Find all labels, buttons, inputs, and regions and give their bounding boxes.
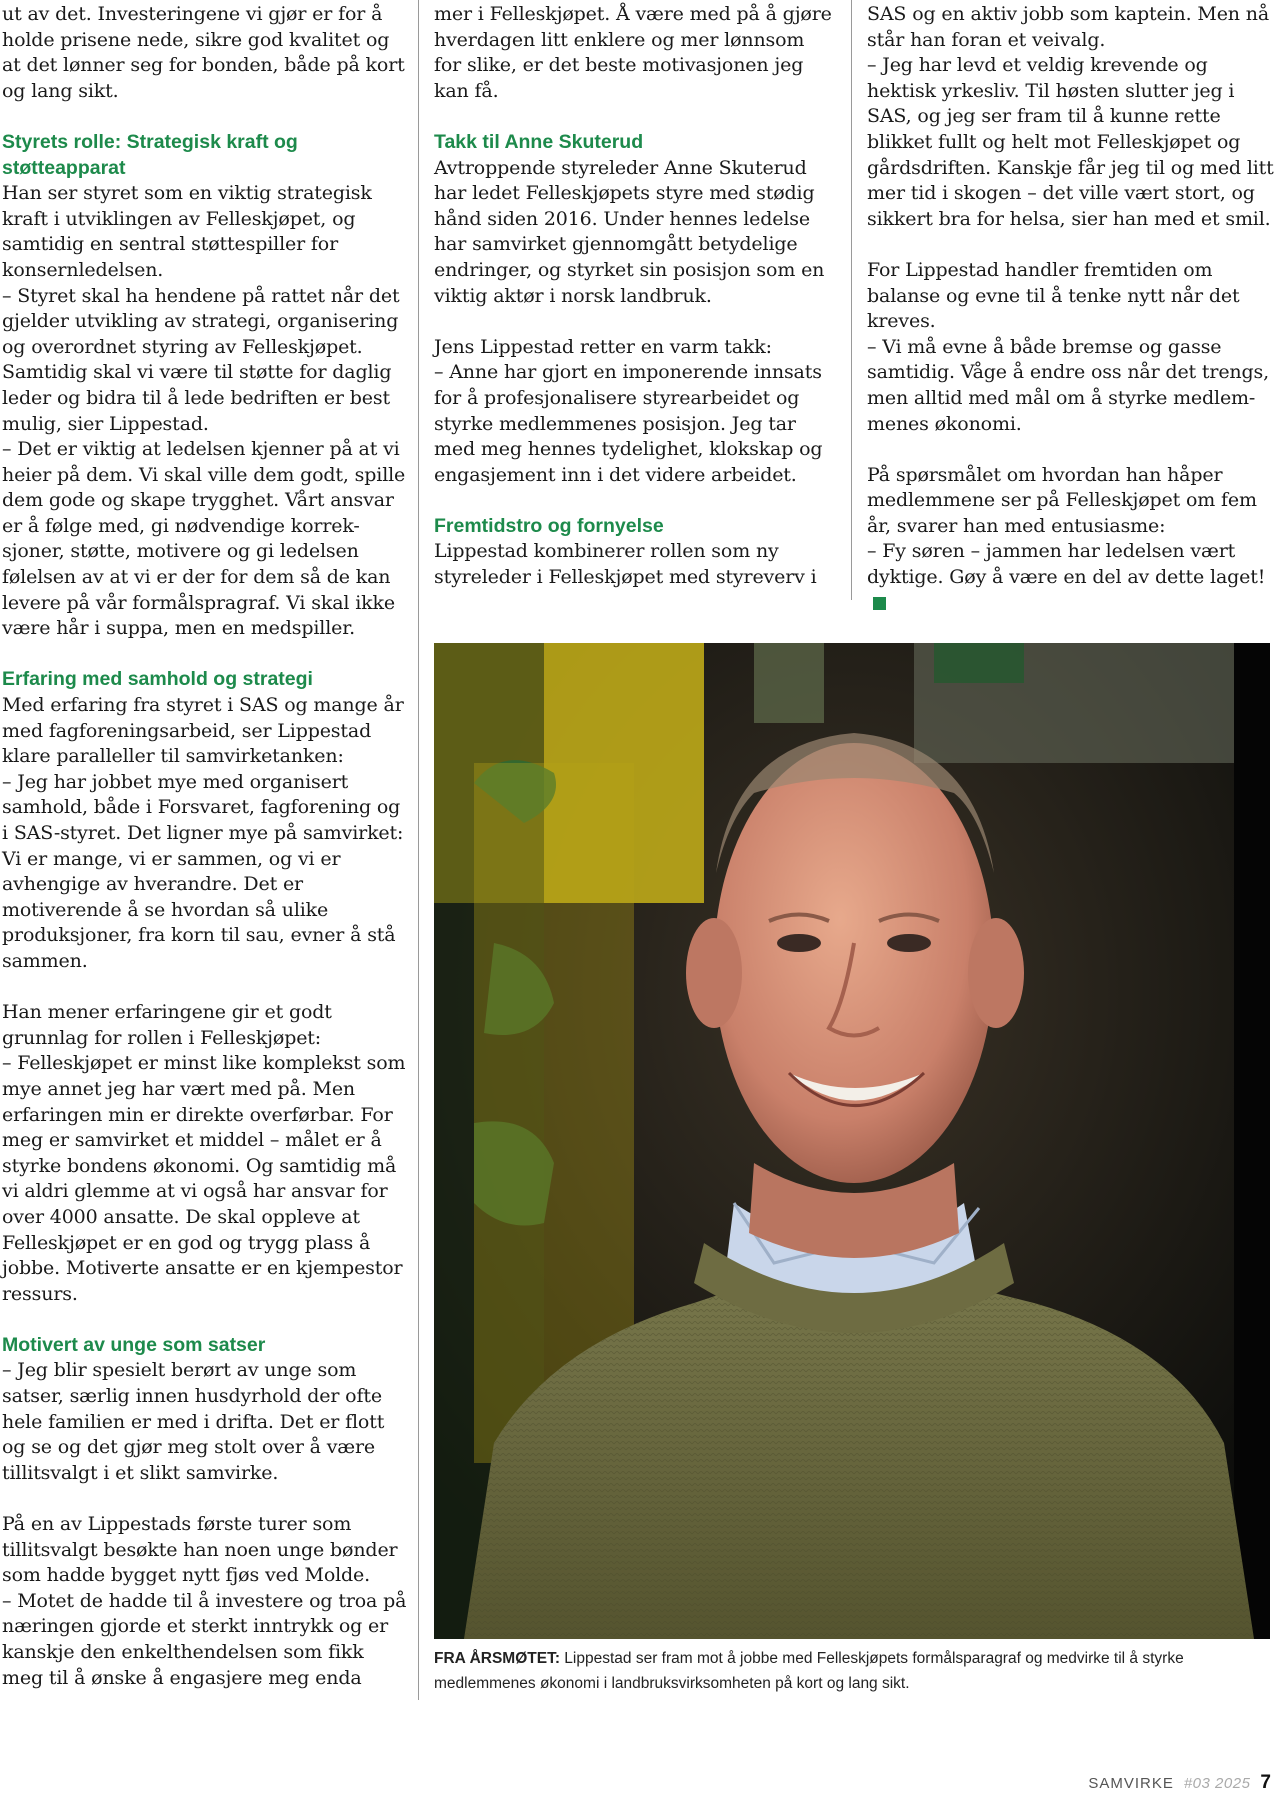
paragraph: Han ser styret som en viktig strategisk kraft i utviklingen av Felleskjøpet, og samtidig en sentral støttespiller for konsernledelsen. – Styret skal ha hendene på rattet når det gjelder utvikling av strategi, organisering og overordnet styring av Felleskjøpet. Samtidig skal vi være til støtte for daglig leder og bidra til å lede bedriften er best mulig, sier Lippestad. – Det er viktig at ledelsen kjenner på at vi heier på dem. Vi skal ville dem godt, spille dem gode og skape trygghet. Vårt ansvar er å følge med, gi nødvendige korrek-sjoner, støtte, motivere og gi ledelsen følelsen av at vi er der for dem så de kan levere på vår formålspragraf. Vi skal ikke være hår i suppa, men en medspiller.: [2, 182, 406, 640]
paragraph: Med erfaring fra styret i SAS og mange år med fagforeningsarbeid, ser Lippestad klare paralleller til samvirketanken: – Jeg har jobbet mye med organisert samhold, både i Forsvaret, fagforening og i SAS-styret. Det ligner mye på samvirket: Vi er mange, vi er sammen, og vi er avhengige av hverandre. Det er motiverende å se hvordan så ulike produksjoner, fra korn til sau, evner å stå sammen.: [2, 694, 404, 972]
paragraph: Jens Lippestad retter en varm takk: – Anne har gjort en imponerende innsats for å profesjonalisere styrearbeidet og styrke medlemmenes posisjon. Jeg tar med meg hennes tydelighet, klokskap og engasjement inn i det videre arbeidet.: [434, 335, 823, 486]
portrait-illustration: [434, 643, 1270, 1639]
page-footer: [1088, 1772, 1272, 1794]
end-of-article-mark: [873, 597, 886, 610]
subheading: Erfaring med samhold og strategi: [2, 668, 313, 691]
paragraph-final: [867, 463, 1277, 617]
article-column-1: [2, 2, 407, 1691]
caption-label: FRA ÅRSMØTET:: [434, 1650, 560, 1667]
paragraph: ut av det. Investeringene vi gjør er for å holde prisene nede, sikre god kvalitet og at det lønner seg for bonden, både på kort og lang sikt.: [2, 3, 405, 102]
subheading: Takk til Anne Skuterud: [434, 130, 644, 153]
paragraph: For Lippestad handler fremtiden om balanse og evne til å tenke nytt når det kreves. – Vi må evne å både bremse og gasse samtidig. Våge å endre oss når det trengs, men alltid med mål om å styrke medlem-menes økonomi.: [867, 258, 1270, 435]
article-column-2: [434, 2, 834, 591]
caption-text: Lippestad ser fram mot å jobbe med Felleskjøpets formålsparagraf og medvirke til å styrke medlemmenes økonomi i landbruksvirksomheten på kort og lang sikt.: [434, 1650, 1184, 1692]
paragraph: På en av Lippestads første turer som tillitsvalgt besøkte han noen unge bønder som hadde bygget nytt fjøs ved Molde. – Motet de hadde til å investere og troa på næringen gjorde et sterkt inntrykk og er kanskje den enkelthendelsen som fikk meg til å ønske å engasjere meg enda: [2, 1513, 407, 1689]
paragraph-final-text: På spørsmålet om hvordan han håper medlemmene ser på Felleskjøpet om fem år, svarer han med entusiasme: – Fy søren – jammen har ledelsen vært dyktige. Gøy å være en del av dette laget!: [867, 463, 1266, 589]
paragraph: Han mener erfaringene gir et godt grunnlag for rollen i Felleskjøpet: – Felleskjøpet er minst like komplekst som mye annet jeg har vært med på. Men erfaringen min er direkte overførbar. For meg er samvirket et middel – målet er å styrke bondens økonomi. Og samtidig må vi aldri glemme at vi også har ansvar for over 4000 ansatte. De skal oppleve at Felleskjøpet er en god og trygg plass å jobbe. Motiverte ansatte er en kjempestor ressurs.: [2, 1001, 406, 1305]
column-divider-2: [851, 0, 852, 600]
issue-number: #03 2025: [1183, 1775, 1251, 1792]
portrait-photo: [434, 643, 1270, 1639]
paragraph: Lippestad kombinerer rollen som ny styreleder i Felleskjøpet med styreverv i: [434, 540, 817, 589]
article-column-3: [867, 2, 1277, 616]
subheading: Styrets rolle: Strategisk kraft og støtteapparat: [2, 130, 298, 179]
magazine-name: SAMVIRKE: [1088, 1775, 1174, 1792]
subheading: Motivert av unge som satser: [2, 1333, 266, 1356]
paragraph: mer i Felleskjøpet. Å være med på å gjøre hverdagen litt enklere og mer lønnsom for slike, er det beste motivasjonen jeg kan få.: [434, 3, 832, 102]
column-divider-1: [418, 0, 419, 1700]
paragraph: – Jeg blir spesielt berørt av unge som satser, særlig innen husdyrhold der ofte hele familien er med i drifta. Det er flott og se og det gjør meg stolt over å være tillitsvalgt i et slikt samvirke.: [2, 1359, 385, 1484]
photo-caption: [434, 1646, 1274, 1696]
paragraph: Avtroppende styreleder Anne Skuterud har ledet Felleskjøpets styre med stødig hånd siden 2016. Under hennes ledelse har samvirket gjennomgått betydelige endringer, og styrket sin posisjon som en viktig aktør i norsk landbruk.: [434, 156, 825, 307]
subheading: Fremtidstro og fornyelse: [434, 514, 664, 537]
page-number: 7: [1260, 1772, 1272, 1793]
paragraph: SAS og en aktiv jobb som kaptein. Men nå står han foran et veivalg. – Jeg har levd et veldig krevende og hektisk yrkesliv. Til høsten slutter jeg i SAS, og jeg ser fram til å kunne rette blikket fullt og helt mot Felleskjøpet og gårdsdriften. Kanskje får jeg til og med litt mer tid i skogen – det ville vært stort, og sikkert bra for helsa, sier han med et smil.: [867, 3, 1274, 230]
